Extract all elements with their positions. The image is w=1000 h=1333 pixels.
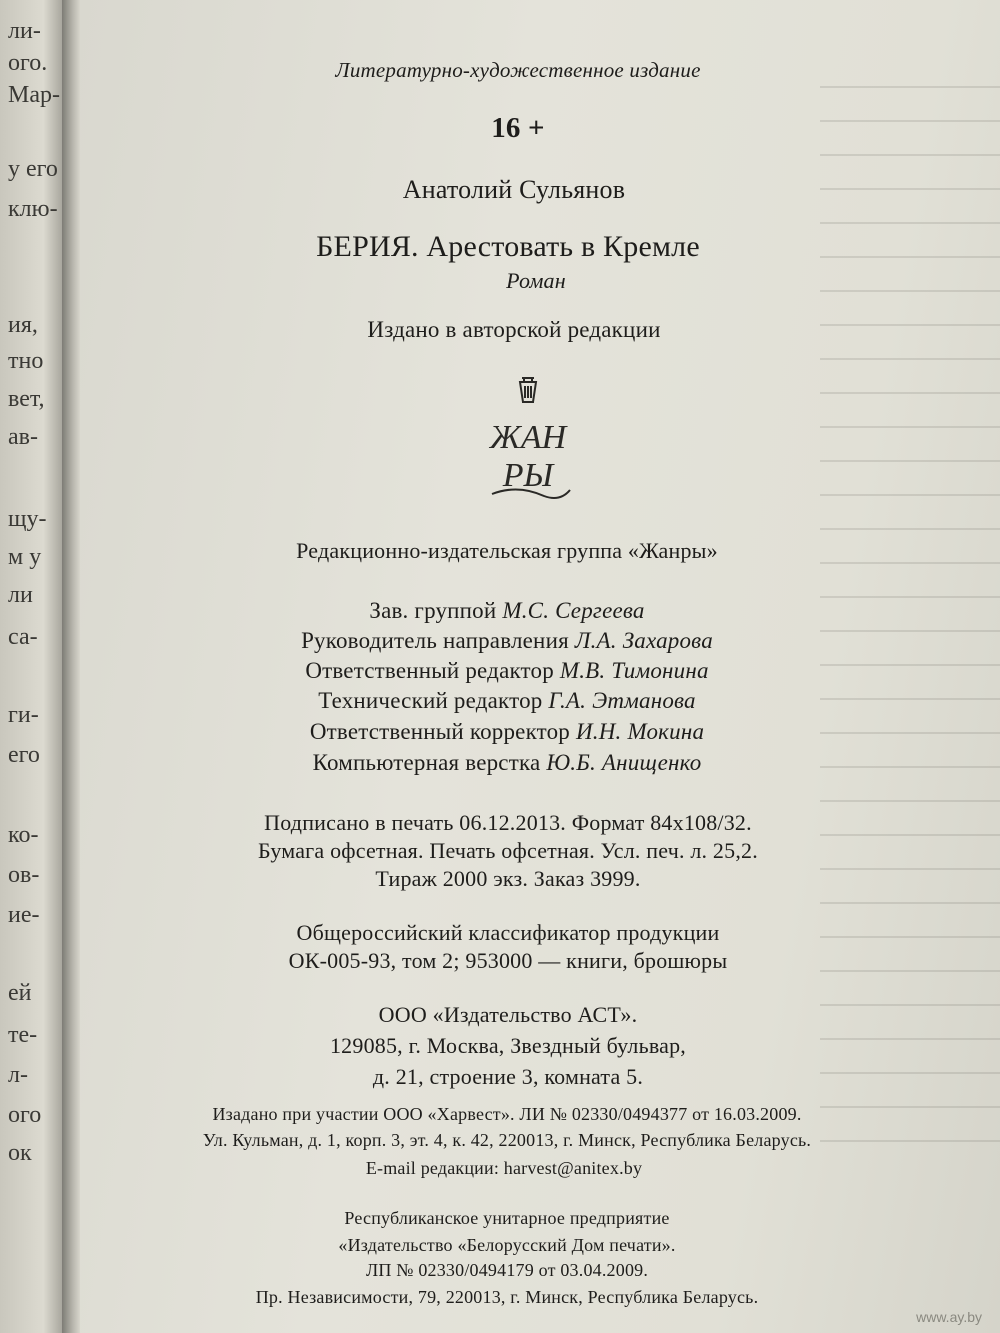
print-info-line: Тираж 2000 экз. Заказ 3999. [375, 866, 641, 891]
credit-role: Ответственный корректор [309, 719, 571, 744]
logo-text-top: ЖАН [489, 419, 567, 456]
credit-name: М.С. Сергеева [502, 598, 645, 623]
left-page-fragment: ги- [8, 702, 39, 728]
imprint-page [80, 0, 1000, 1333]
credit-role: Компьютерная верстка [312, 750, 541, 775]
credit-role: Технический редактор [318, 688, 543, 713]
credit-role: Ответственный редактор [305, 658, 554, 683]
left-page-fragment: са- [8, 624, 38, 650]
left-page-fragment: ие- [8, 902, 40, 928]
credit-role: Зав. группой [369, 598, 497, 623]
left-page-fragment: клю- [8, 196, 58, 222]
left-page-fragment: ко- [8, 822, 39, 848]
book-gutter [62, 0, 80, 1333]
credit-name: Л.А. Захарова [574, 628, 713, 653]
book-title: БЕРИЯ. Арестовать в Кремле [316, 230, 700, 263]
left-page-fragment: ия, [8, 312, 38, 338]
credit-name: Ю.Б. Анищенко [546, 750, 702, 775]
zhanry-logo [478, 372, 578, 512]
edition-note: Издано в авторской редакции [367, 317, 661, 342]
credit-line [80, 598, 967, 624]
left-page-fragment: вет, [8, 386, 45, 412]
left-page-fragment: ли- [8, 18, 41, 44]
print-info-line: Бумага офсетная. Печать офсетная. Усл. печ. л. 25,2. [258, 838, 758, 863]
printer-line: Республиканское унитарное предприятие [344, 1208, 670, 1228]
left-page-fragment: ли [8, 582, 33, 608]
printer-line: ЛП № 02330/0494179 от 03.04.2009. [365, 1260, 649, 1280]
left-page-fragment: ав- [8, 424, 38, 450]
credit-line [80, 628, 967, 654]
printer-line: Пр. Независимости, 79, 220013, г. Минск, Республика Беларусь. [255, 1287, 759, 1307]
logo-text-bottom: РЫ [502, 457, 554, 494]
edition-type: Литературно-художественное издание [335, 58, 701, 82]
partner-line: Изадано при участии ООО «Харвест». ЛИ № 02330/0494377 от 16.03.2009. [212, 1104, 802, 1124]
author-name: Анатолий Сульянов [402, 175, 626, 204]
publisher-line: 129085, г. Москва, Звездный бульвар, [329, 1033, 686, 1058]
left-page-fragment: ого [8, 1102, 42, 1128]
left-page-fragment: его [8, 742, 40, 768]
publisher-line: ООО «Издательство АСТ». [378, 1002, 638, 1027]
left-page-edge [0, 0, 62, 1333]
left-page-fragment: щу- [8, 506, 47, 532]
left-page-fragment: м у [8, 544, 42, 570]
left-page-fragment: ей [8, 980, 32, 1006]
credit-line [80, 750, 967, 776]
credit-name: Г.А. Этманова [548, 688, 696, 713]
partner-line: Ул. Кульман, д. 1, корп. 3, эт. 4, к. 42, 220013, г. Минск, Республика Беларусь. [202, 1130, 812, 1150]
left-page-fragment: Мар- [8, 82, 60, 108]
credit-line [80, 688, 967, 714]
left-page-fragment: ок [8, 1140, 32, 1166]
left-page-fragment: у его [8, 156, 58, 182]
credit-name: И.Н. Мокина [575, 719, 705, 744]
age-rating: 16 + [491, 112, 545, 144]
partner-email: E-mail редакции: harvest@anitex.by [365, 1158, 643, 1178]
classifier-line: ОК-005-93, том 2; 953000 — книги, брошюры [288, 948, 728, 973]
publishing-group: Редакционно-издательская группа «Жанры» [296, 538, 718, 563]
left-page-fragment: л- [8, 1062, 28, 1088]
printer-line: «Издательство «Белорусский Дом печати». [338, 1235, 676, 1255]
credit-line [80, 719, 967, 745]
left-page-fragment: ов- [8, 862, 40, 888]
left-page-fragment: ого. [8, 50, 48, 76]
book-genre: Роман [506, 268, 566, 293]
watermark: www.ay.by [916, 1309, 982, 1325]
credit-role: Руководитель направления [301, 628, 569, 653]
credit-name: М.В. Тимонина [559, 658, 709, 683]
left-page-fragment: те- [8, 1022, 38, 1048]
left-page-fragment: тно [8, 348, 44, 374]
publisher-line: д. 21, строение 3, комната 5. [372, 1064, 644, 1089]
print-info-line: Подписано в печать 06.12.2013. Формат 84x108/32. [264, 810, 752, 835]
credit-line [80, 658, 967, 684]
classifier-line: Общероссийский классификатор продукции [296, 920, 720, 945]
